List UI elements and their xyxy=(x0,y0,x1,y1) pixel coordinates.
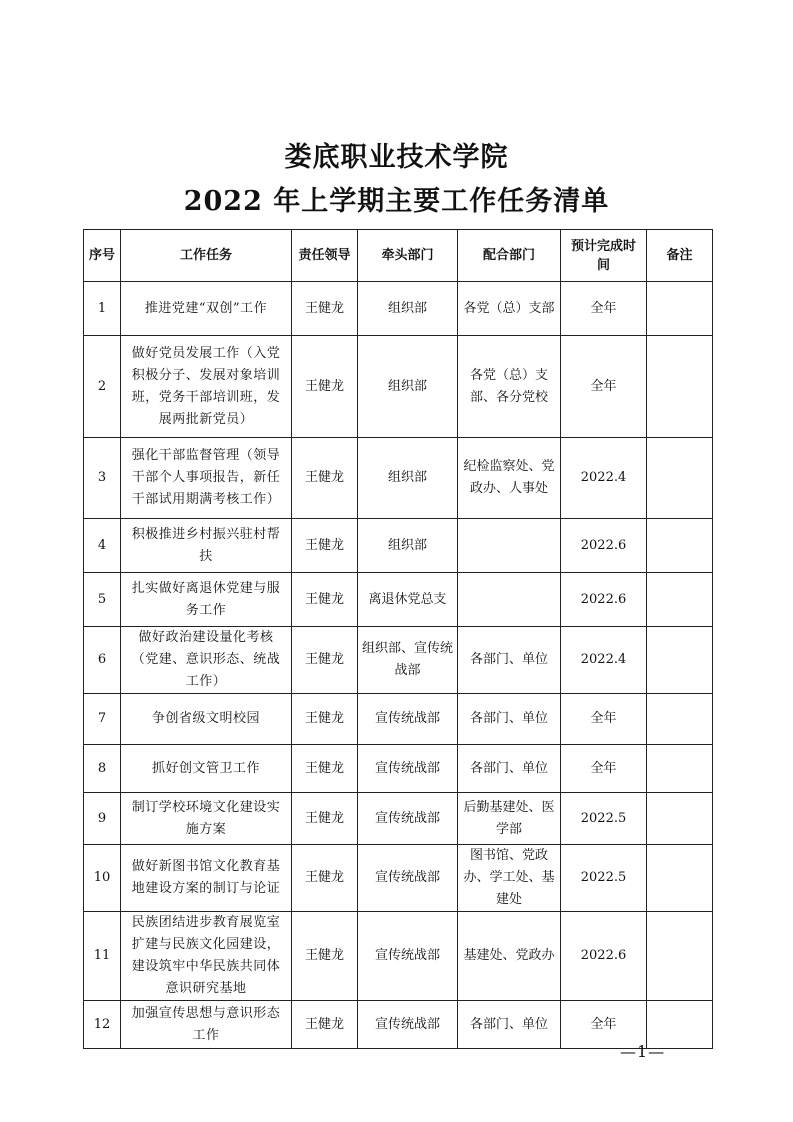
row-deadline: 全年 xyxy=(561,694,647,745)
row-note xyxy=(647,694,713,745)
row-task: 抓好创文管卫工作 xyxy=(121,745,292,793)
row-leader: 王健龙 xyxy=(292,627,358,694)
row-deadline: 全年 xyxy=(561,745,647,793)
row-note xyxy=(647,627,713,694)
row-lead-dept: 组织部、宣传统战部 xyxy=(358,627,458,694)
row-index: 2 xyxy=(84,336,121,438)
row-deadline: 2022.6 xyxy=(561,519,647,573)
row-coop-dept: 各部门、单位 xyxy=(458,745,561,793)
row-coop-dept xyxy=(458,519,561,573)
header-coop-dept: 配合部门 xyxy=(458,230,561,282)
row-index: 9 xyxy=(84,793,121,845)
header-note: 备注 xyxy=(647,230,713,282)
row-note xyxy=(647,438,713,519)
row-index: 12 xyxy=(84,1001,121,1049)
row-leader: 王健龙 xyxy=(292,438,358,519)
row-index: 4 xyxy=(84,519,121,573)
row-index: 7 xyxy=(84,694,121,745)
row-leader: 王健龙 xyxy=(292,519,358,573)
row-coop-dept: 各部门、单位 xyxy=(458,1001,561,1049)
row-index: 11 xyxy=(84,912,121,1001)
row-deadline: 2022.5 xyxy=(561,793,647,845)
row-lead-dept: 宣传统战部 xyxy=(358,912,458,1001)
row-task: 做好党员发展工作（入党积极分子、发展对象培训班，党务干部培训班，发展两批新党员） xyxy=(121,336,292,438)
row-deadline: 2022.6 xyxy=(561,912,647,1001)
row-index: 6 xyxy=(84,627,121,694)
table-row xyxy=(84,627,713,694)
row-task: 制订学校环境文化建设实施方案 xyxy=(121,793,292,845)
row-deadline: 全年 xyxy=(561,336,647,438)
row-coop-dept: 基建处、党政办 xyxy=(458,912,561,1001)
row-deadline: 2022.4 xyxy=(561,627,647,694)
table-header-row xyxy=(84,230,713,282)
document-title-line2: 2022 年上学期主要工作任务清单 xyxy=(183,186,610,217)
row-leader: 王健龙 xyxy=(292,694,358,745)
table-row xyxy=(84,745,713,793)
row-lead-dept: 宣传统战部 xyxy=(358,745,458,793)
row-coop-dept: 各党（总）支部、各分党校 xyxy=(458,336,561,438)
row-note xyxy=(647,282,713,336)
row-leader: 王健龙 xyxy=(292,912,358,1001)
row-task: 推进党建“双创”工作 xyxy=(121,282,292,336)
row-task: 做好新图书馆文化教育基地建设方案的制订与论证 xyxy=(121,845,292,912)
table-row xyxy=(84,282,713,336)
row-index: 3 xyxy=(84,438,121,519)
row-lead-dept: 宣传统战部 xyxy=(358,1001,458,1049)
header-task: 工作任务 xyxy=(121,230,292,282)
row-lead-dept: 宣传统战部 xyxy=(358,845,458,912)
row-index: 8 xyxy=(84,745,121,793)
row-lead-dept: 离退休党总支 xyxy=(358,573,458,627)
document-title-line1: 娄底职业技术学院 xyxy=(284,142,509,173)
header-index: 序号 xyxy=(84,230,121,282)
table-row xyxy=(84,519,713,573)
row-task: 扎实做好离退休党建与服务工作 xyxy=(121,573,292,627)
row-task: 争创省级文明校园 xyxy=(121,694,292,745)
row-task: 民族团结进步教育展览室扩建与民族文化园建设，建设筑牢中华民族共同体意识研究基地 xyxy=(121,912,292,1001)
row-coop-dept xyxy=(458,573,561,627)
row-task: 强化干部监督管理（领导干部个人事项报告，新任干部试用期满考核工作） xyxy=(121,438,292,519)
row-leader: 王健龙 xyxy=(292,573,358,627)
header-deadline: 预计完成时间 xyxy=(561,230,647,282)
row-task: 加强宣传思想与意识形态工作 xyxy=(121,1001,292,1049)
header-leader: 责任领导 xyxy=(292,230,358,282)
table-row xyxy=(84,573,713,627)
table-row xyxy=(84,438,713,519)
row-task: 积极推进乡村振兴驻村帮扶 xyxy=(121,519,292,573)
row-coop-dept: 图书馆、党政办、学工处、基建处 xyxy=(458,845,561,912)
row-coop-dept: 后勤基建处、医学部 xyxy=(458,793,561,845)
table-row xyxy=(84,1001,713,1049)
row-note xyxy=(647,573,713,627)
row-leader: 王健龙 xyxy=(292,282,358,336)
row-deadline: 全年 xyxy=(561,282,647,336)
row-index: 10 xyxy=(84,845,121,912)
table-row xyxy=(84,845,713,912)
table-row xyxy=(84,912,713,1001)
header-lead-dept: 牵头部门 xyxy=(358,230,458,282)
row-note xyxy=(647,793,713,845)
row-note xyxy=(647,519,713,573)
table-row xyxy=(84,793,713,845)
page-number: —1— xyxy=(620,1042,666,1061)
row-lead-dept: 组织部 xyxy=(358,519,458,573)
row-coop-dept: 各党（总）支部 xyxy=(458,282,561,336)
row-note xyxy=(647,845,713,912)
row-lead-dept: 组织部 xyxy=(358,336,458,438)
table-row xyxy=(84,694,713,745)
row-leader: 王健龙 xyxy=(292,1001,358,1049)
row-lead-dept: 组织部 xyxy=(358,438,458,519)
row-note xyxy=(647,912,713,1001)
row-coop-dept: 各部门、单位 xyxy=(458,694,561,745)
row-task: 做好政治建设量化考核（党建、意识形态、统战工作） xyxy=(121,627,292,694)
row-deadline: 2022.5 xyxy=(561,845,647,912)
row-leader: 王健龙 xyxy=(292,793,358,845)
row-leader: 王健龙 xyxy=(292,336,358,438)
task-table xyxy=(83,229,713,1049)
row-coop-dept: 各部门、单位 xyxy=(458,627,561,694)
row-lead-dept: 宣传统战部 xyxy=(358,793,458,845)
row-note xyxy=(647,336,713,438)
row-coop-dept: 纪检监察处、党政办、人事处 xyxy=(458,438,561,519)
row-leader: 王健龙 xyxy=(292,845,358,912)
row-leader: 王健龙 xyxy=(292,745,358,793)
row-index: 5 xyxy=(84,573,121,627)
row-deadline: 2022.6 xyxy=(561,573,647,627)
row-index: 1 xyxy=(84,282,121,336)
row-lead-dept: 宣传统战部 xyxy=(358,694,458,745)
table-row xyxy=(84,336,713,438)
row-lead-dept: 组织部 xyxy=(358,282,458,336)
row-deadline: 全年 xyxy=(561,1001,647,1049)
row-note xyxy=(647,745,713,793)
row-deadline: 2022.4 xyxy=(561,438,647,519)
